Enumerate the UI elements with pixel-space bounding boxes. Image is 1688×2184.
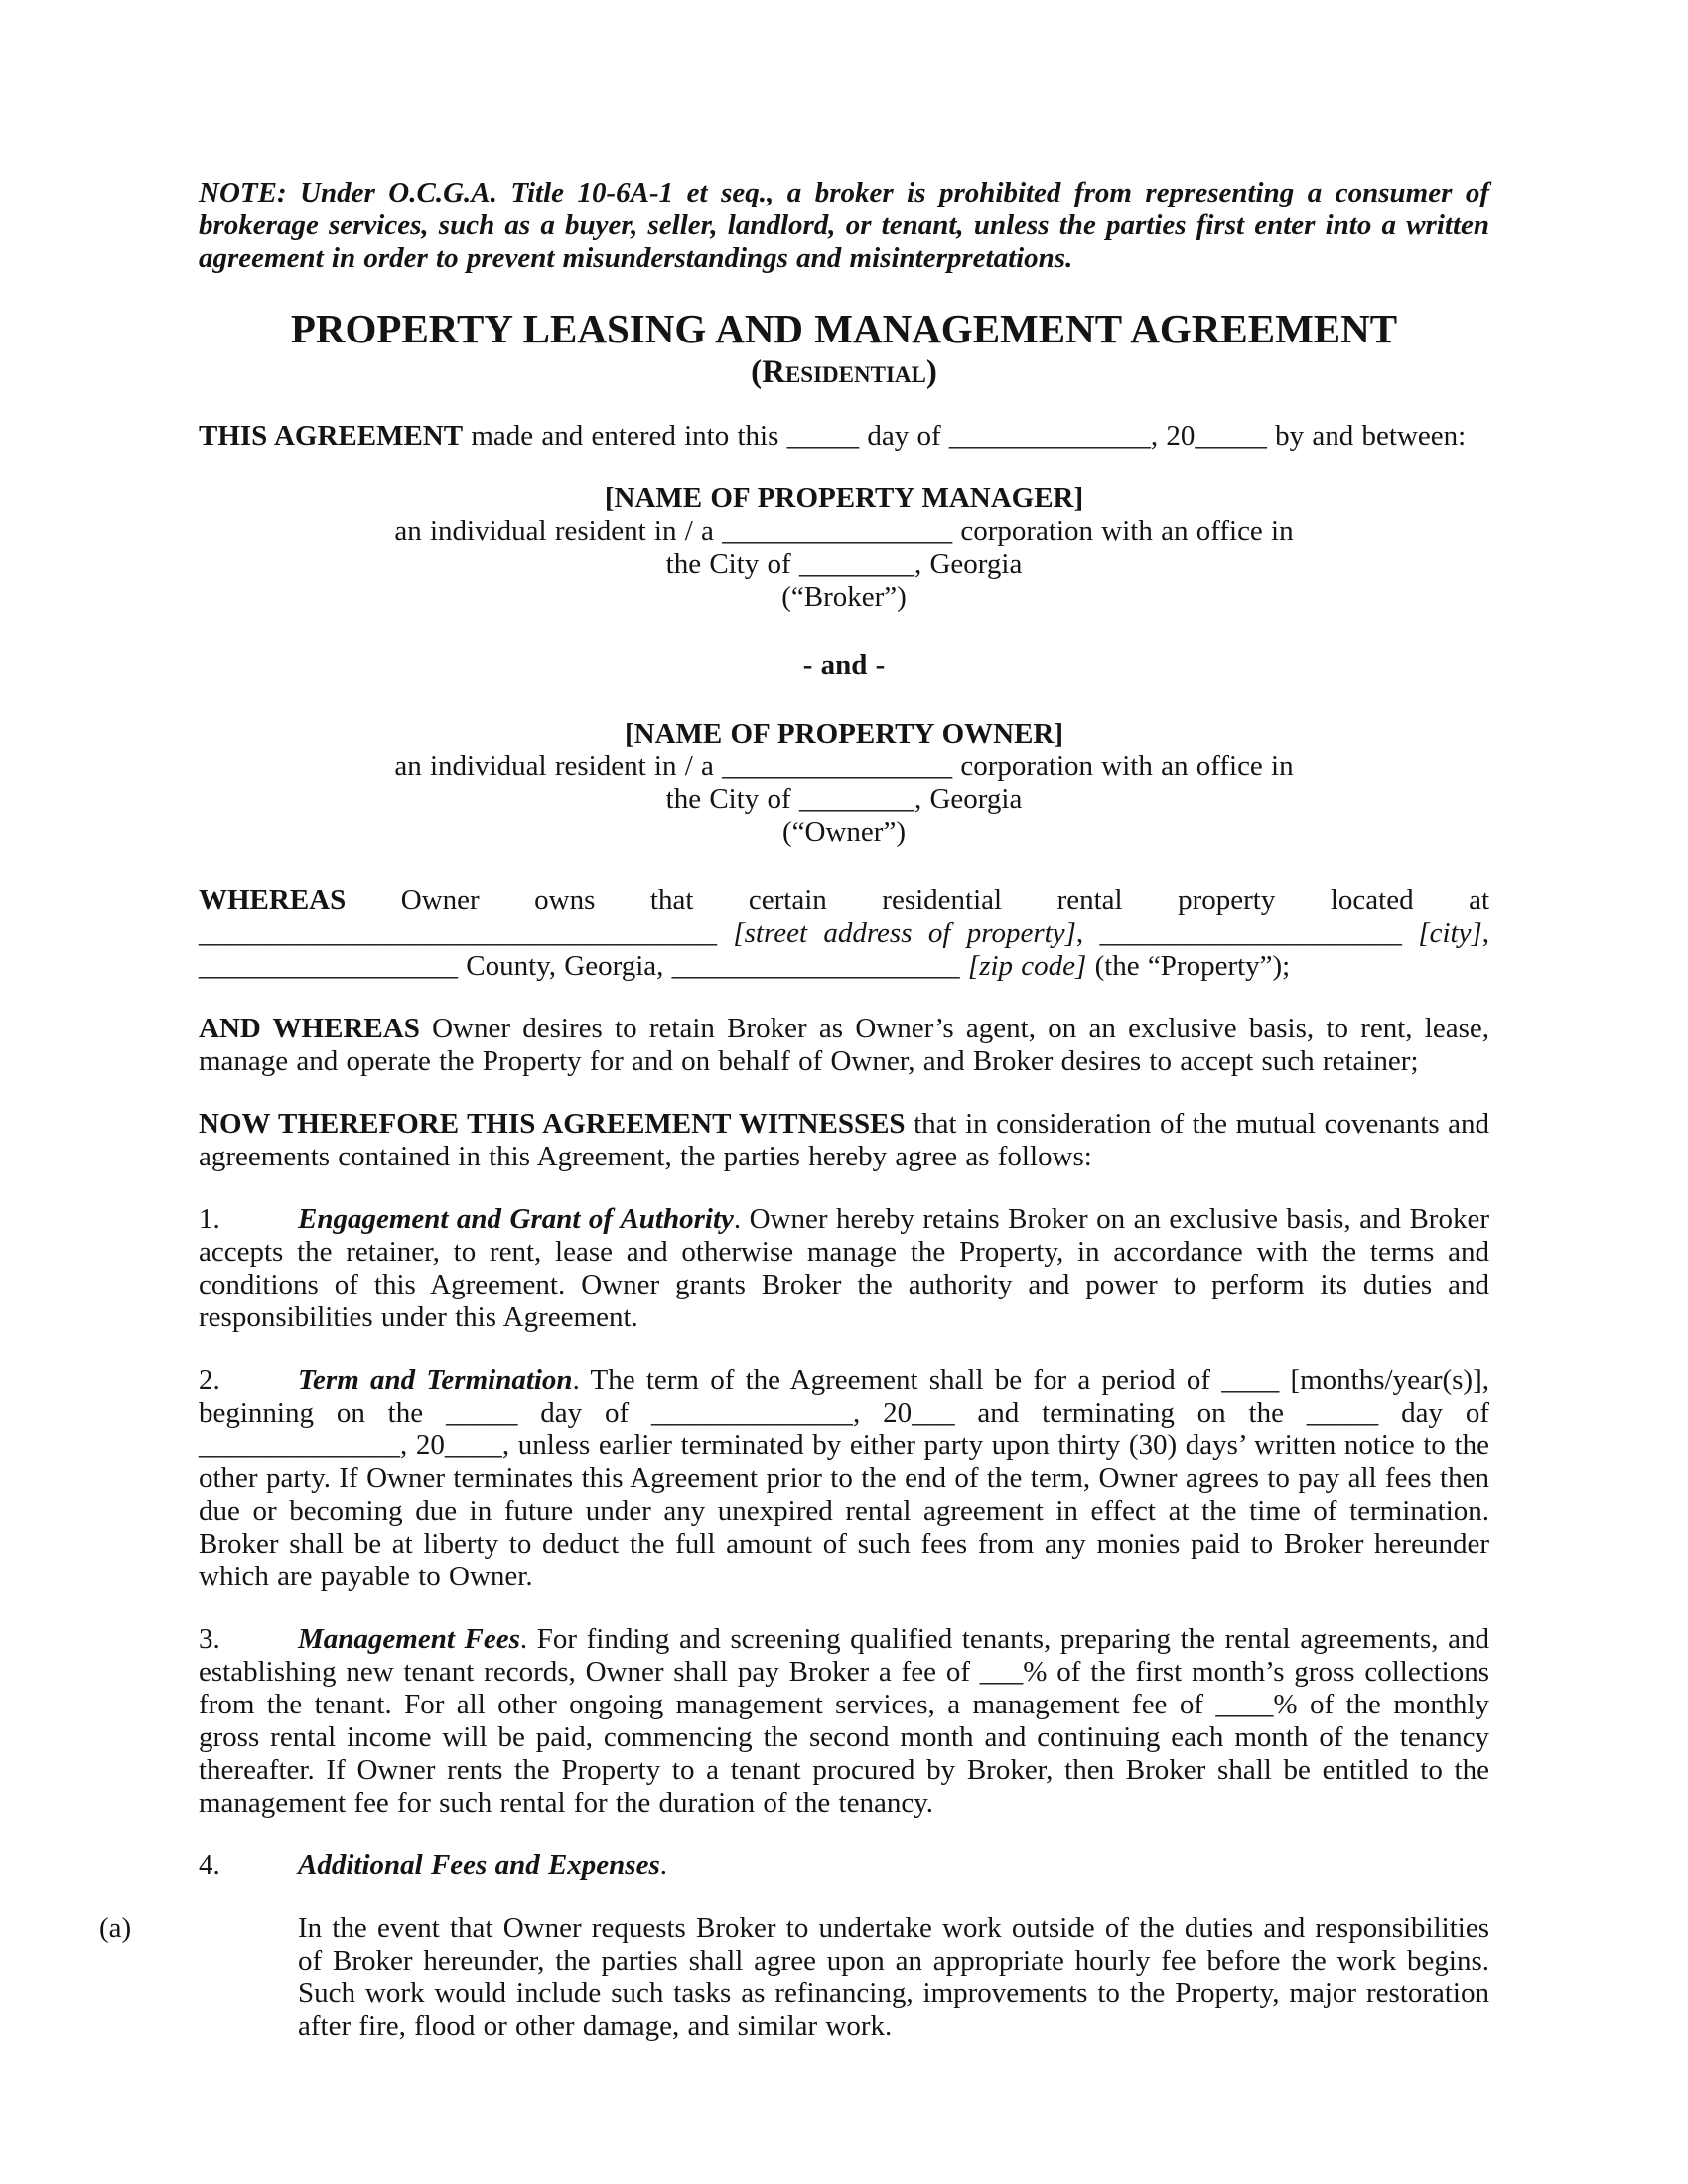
document-subtitle: (Residential) <box>751 354 937 390</box>
section-3-number: 3. <box>199 1623 220 1655</box>
owner-residency-line: an individual resident in / a ________________ corporation with an office in <box>394 751 1294 782</box>
now-therefore-rest: that in consideration of the mutual covenants and agreements contained in this Agreement, the parties hereby agree as follows: <box>199 1108 1490 1172</box>
zip-code-label: [zip code] <box>967 950 1087 982</box>
section-4-heading: Additional Fees and Expenses <box>298 1849 660 1881</box>
section-4a-number: (a) <box>99 1912 132 1944</box>
section-2-number: 2. <box>199 1364 220 1396</box>
and-whereas-rest: Owner desires to retain Broker as Owner’s agent, on an exclusive basis, to rent, lease, manage and operate the Property for and on behalf of Owner, and Broker desires to accept such retainer; <box>199 1013 1490 1077</box>
property-manager-name: [NAME OF PROPERTY MANAGER] <box>604 482 1084 514</box>
owner-city-line: the City of ________, Georgia <box>665 783 1023 815</box>
section-3-paragraph <box>199 1623 1489 1820</box>
and-whereas-paragraph <box>199 1013 1489 1078</box>
note-paragraph: NOTE: Under O.C.G.A. Title 10-6A-1 et seq., a broker is prohibited from representing a consumer of brokerage services, such as a buyer, seller, landlord, or tenant, unless the parties first enter into a written agreement in order to prevent misunderstandings and misinterpretations. <box>199 177 1489 274</box>
whereas-text-2: , _____________________ <box>1075 917 1419 949</box>
section-2-paragraph <box>199 1364 1489 1593</box>
section-2-heading: Term and Termination <box>298 1364 573 1396</box>
property-owner-block <box>199 718 1489 849</box>
section-4a-paragraph <box>99 1912 1489 2043</box>
section-3-body: . For finding and screening qualified tenants, preparing the rental agreements, and establishing new tenant records, Owner shall pay Broker a fee of ___% of the first month’s gross collections from the tenant. For all other ongoing management services, a management fee of ____% of the monthly gross rental income will be paid, commencing the second month and continuing each month of the tenancy thereafter. If Owner rents the Property to a tenant procured by Broker, then Broker shall be entitled to the management fee for such rental for the duration of the tenancy. <box>199 1623 1489 1819</box>
opening-paragraph <box>199 420 1489 453</box>
manager-residency-line: an individual resident in / a ________________ corporation with an office in <box>394 515 1294 547</box>
opening-rest: made and entered into this _____ day of ______________, 20_____ by and between: <box>463 420 1467 452</box>
manager-city-line: the City of ________, Georgia <box>665 548 1023 580</box>
owner-alias-line: (“Owner”) <box>782 816 906 848</box>
whereas-text-1: Owner owns that certain residential rental property located at ____________________________________ <box>199 885 1489 949</box>
section-1-body: . Owner hereby retains Broker on an exclusive basis, and Broker accepts the retainer, to rent, lease and otherwise manage the Property, in accordance with the terms and conditions of this Agreement. Owner grants Broker the authority and power to perform its duties and responsibilities under this Agreement. <box>199 1203 1489 1333</box>
city-label: [city] <box>1418 917 1482 949</box>
section-1-paragraph <box>199 1203 1489 1334</box>
whereas-lead: WHEREAS <box>199 885 347 916</box>
and-whereas-lead: AND WHEREAS <box>199 1013 420 1044</box>
section-3-heading: Management Fees <box>298 1623 520 1655</box>
section-1-heading: Engagement and Grant of Authority <box>298 1203 734 1235</box>
property-owner-name: [NAME OF PROPERTY OWNER] <box>624 718 1064 750</box>
opening-lead: THIS AGREEMENT <box>199 420 464 452</box>
parties-separator: - and - <box>802 649 886 681</box>
whereas-text-4: (the “Property”); <box>1086 950 1291 982</box>
now-therefore-lead: NOW THEREFORE THIS AGREEMENT WITNESSES <box>199 1108 906 1140</box>
section-4a-body: In the event that Owner requests Broker to undertake work outside of the duties and responsibilities of Broker hereunder, the parties shall agree upon an appropriate hourly fee before the work begins. Such work would include such tasks as refinancing, improvements to the Property, major restoration after fire, flood or other damage, and similar work. <box>298 1912 1489 2042</box>
section-4-period: . <box>659 1849 667 1881</box>
section-2-body: . The term of the Agreement shall be for a period of ____ [months/year(s)], beginning on the _____ day of ______________, 20___ and terminating on the _____ day of ______________, 20____, unless earlier terminated by either party upon thirty (30) days’ written notice to the other party. If Owner terminates this Agreement prior to the end of the term, Owner agrees to pay all fees then due or becoming due in future under any unexpired rental agreement in effect at the time of termination. Broker shall be at liberty to deduct the full amount of such fees from any monies paid to Broker hereunder which are payable to Owner. <box>199 1364 1489 1592</box>
section-1-number: 1. <box>199 1203 220 1235</box>
document-title: PROPERTY LEASING AND MANAGEMENT AGREEMENT <box>290 306 1398 351</box>
section-4-heading-paragraph <box>199 1849 1489 1882</box>
street-address-label: [street address of property] <box>733 917 1076 949</box>
whereas-paragraph <box>199 885 1489 983</box>
now-therefore-paragraph <box>199 1108 1489 1173</box>
section-4-number: 4. <box>199 1849 220 1881</box>
property-manager-block <box>199 482 1489 614</box>
manager-alias-line: (“Broker”) <box>781 581 907 613</box>
whereas-text-3: , __________________ County, Georgia, ____________________ <box>199 917 1490 982</box>
